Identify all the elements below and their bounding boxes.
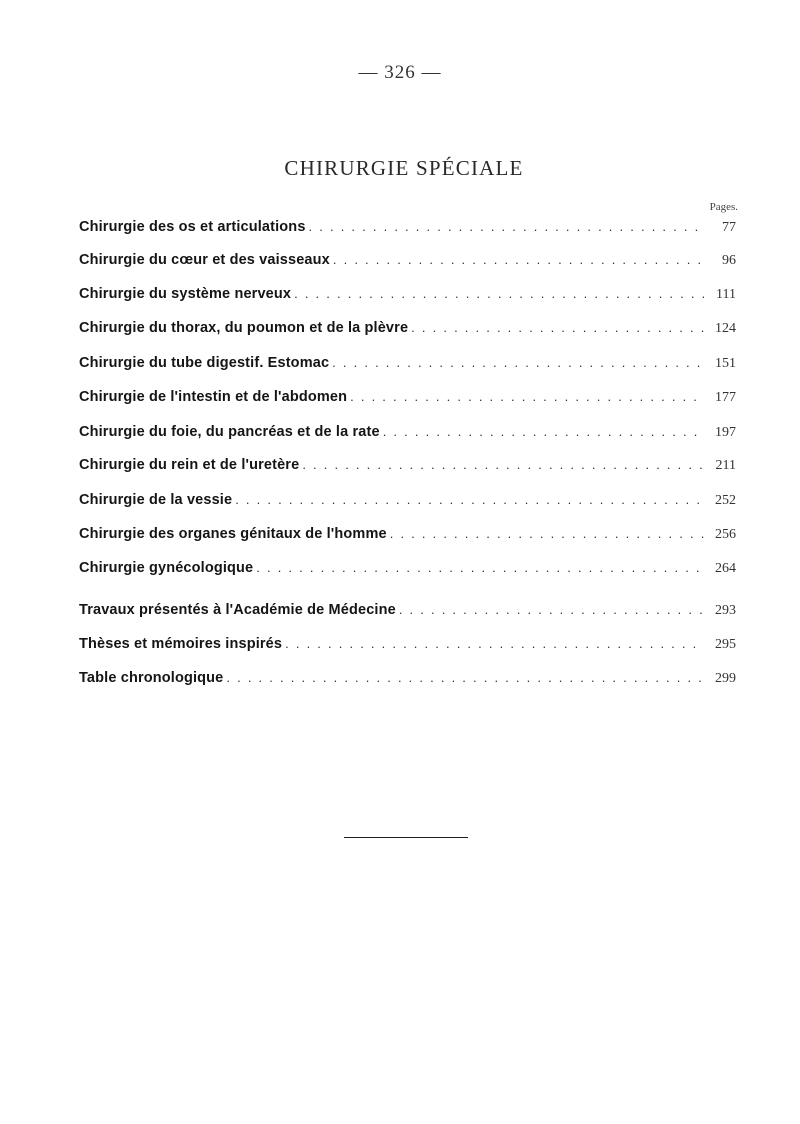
toc-entry-label: Chirurgie du thorax, du poumon et de la plèvre (79, 320, 409, 336)
toc-entry (79, 636, 736, 658)
toc-entry (79, 355, 736, 377)
toc-entry-page: 111 (716, 287, 736, 302)
toc-entry-label: Chirurgie du cœur et des vaisseaux (79, 252, 330, 268)
toc-entry-page: 252 (715, 493, 736, 508)
dot-leader (383, 424, 704, 439)
dot-leader (350, 389, 704, 404)
toc-entry-page: 197 (715, 425, 736, 440)
toc-entry-page: 299 (715, 671, 736, 686)
toc-entry-label: Chirurgie des organes génitaux de l'homme (79, 526, 387, 542)
toc-entry (79, 424, 736, 446)
dot-leader (390, 526, 704, 541)
toc-entry (79, 457, 736, 479)
toc-entry-page: 151 (715, 356, 736, 371)
toc-entry-page: 177 (715, 390, 736, 405)
toc-entry-label: Table chronologique (79, 670, 224, 686)
toc-entry-label: Chirurgie du rein et de l'uretère (79, 457, 300, 473)
toc-entry (79, 560, 736, 582)
toc-entry-label: Chirurgie gynécologique (79, 560, 254, 576)
toc-entry-page: 124 (715, 321, 736, 336)
dot-leader (333, 252, 704, 267)
dot-leader (302, 457, 704, 472)
toc-entry (79, 320, 736, 342)
dot-leader (309, 219, 704, 234)
toc-entry-page: 96 (722, 253, 736, 268)
toc-entry-label: Chirurgie de la vessie (79, 492, 233, 508)
toc-entry-label: Thèses et mémoires inspirés (79, 636, 283, 652)
dot-leader (285, 636, 704, 651)
dot-leader (399, 602, 704, 617)
dot-leader (235, 492, 704, 507)
toc-entry-page: 77 (722, 220, 736, 235)
toc-entry (79, 492, 736, 514)
dot-leader (256, 560, 704, 575)
toc-entry-page: 264 (715, 561, 736, 576)
toc-entry-label: Chirurgie des os et articulations (79, 219, 306, 235)
toc-entry (79, 252, 736, 274)
end-rule (344, 837, 468, 838)
page-number: — 326 — (358, 62, 442, 83)
section-title: CHIRURGIE SPÉCIALE (284, 156, 524, 180)
toc-entry-page: 293 (715, 603, 736, 618)
toc-entry (79, 670, 736, 692)
pages-column-label: Pages. (709, 201, 738, 213)
toc-entry-page: 256 (715, 527, 736, 542)
toc-entry (79, 602, 736, 624)
dot-leader (294, 286, 704, 301)
dot-leader (226, 670, 704, 685)
toc-entry (79, 286, 736, 308)
toc-entry (79, 526, 736, 548)
dot-leader (332, 355, 704, 370)
toc-entry-label: Chirurgie du foie, du pancréas et de la rate (79, 424, 380, 440)
toc-entry (79, 219, 736, 241)
toc-entry-page: 295 (715, 637, 736, 652)
toc-entry-label: Chirurgie du tube digestif. Estomac (79, 355, 330, 371)
toc-entry-label: Travaux présentés à l'Académie de Médecine (79, 602, 396, 618)
toc-entry-label: Chirurgie du système nerveux (79, 286, 292, 302)
toc-entry-page: 211 (715, 458, 736, 473)
toc-entry-label: Chirurgie de l'intestin et de l'abdomen (79, 389, 348, 405)
dot-leader (411, 320, 704, 335)
toc-entry (79, 389, 736, 411)
